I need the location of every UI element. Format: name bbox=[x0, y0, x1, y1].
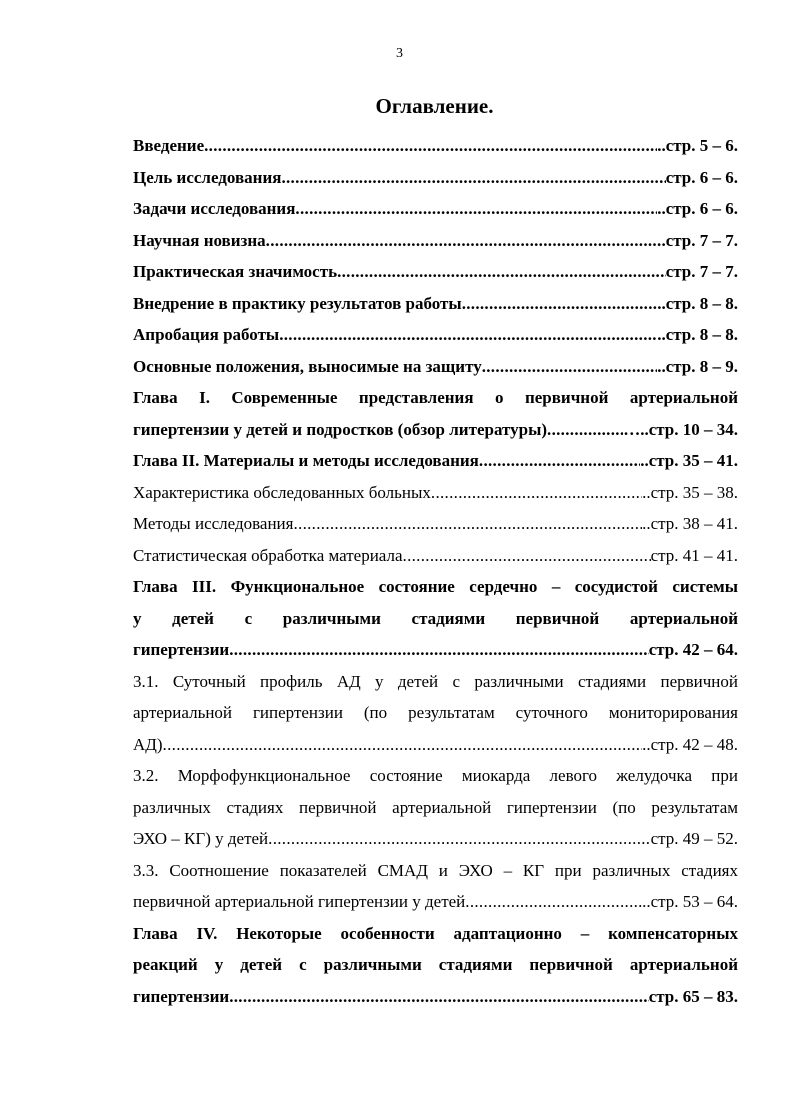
toc-entry-last-line bbox=[133, 256, 738, 288]
dot-leader bbox=[229, 634, 648, 666]
toc-entry bbox=[133, 855, 738, 918]
toc-entry-line: 3.2. Морфофункциональное состояние миокарда левого желудочка при bbox=[133, 766, 738, 785]
toc-entry bbox=[133, 540, 738, 572]
toc-entry-line: Глава IV. Некоторые особенности адаптационно – компенсаторных bbox=[133, 923, 738, 943]
toc-entry-page: стр. 7 – 7. bbox=[665, 262, 738, 281]
toc-entry-line: 3.3. Соотношение показателей СМАД и ЭХО – КГ при различных стадиях bbox=[133, 860, 738, 880]
dot-leader bbox=[479, 445, 640, 477]
toc-entry-title: гипертензии у детей и подростков (обзор литературы) bbox=[133, 419, 548, 439]
toc-entry bbox=[133, 477, 738, 509]
toc-entry-title: Введение bbox=[133, 136, 205, 155]
toc-entry-last-line bbox=[133, 823, 738, 855]
toc-entry-last-line bbox=[133, 540, 738, 572]
toc-entry-last-line bbox=[133, 981, 738, 1013]
toc-entry-last-line bbox=[133, 445, 738, 477]
toc-entry-page: стр. 42 – 64. bbox=[648, 640, 738, 659]
toc-entry-line: у детей с различными стадиями первичной артериальной bbox=[133, 608, 738, 628]
toc-entry bbox=[133, 760, 738, 855]
toc-entry-page: ..стр. 42 – 48. bbox=[642, 734, 738, 754]
toc-entry bbox=[133, 382, 738, 445]
toc-entry-title: Цель исследования bbox=[133, 167, 282, 187]
toc-entry-title: Глава II. Материалы и методы исследования bbox=[133, 451, 479, 470]
table-of-contents bbox=[133, 130, 738, 1012]
toc-entry-line: реакций у детей с различными стадиями первичной артериальной bbox=[133, 955, 738, 974]
dot-leader bbox=[403, 540, 651, 572]
toc-entry-line: артериальной гипертензии (по результатам суточного мониторирования bbox=[133, 703, 738, 722]
toc-entry-last-line bbox=[133, 886, 738, 918]
dot-leader bbox=[204, 130, 657, 162]
toc-entry bbox=[133, 445, 738, 477]
toc-entry-page: ..стр. 35 – 41. bbox=[640, 451, 738, 470]
toc-entry-line: Глава I. Современные представления о первичной артериальной bbox=[133, 388, 738, 407]
toc-entry bbox=[133, 162, 738, 194]
toc-entry-title: Характеристика обследованных больных bbox=[133, 482, 431, 502]
toc-entry-last-line bbox=[133, 477, 738, 509]
toc-entry-page: ..стр. 8 – 8. bbox=[657, 325, 738, 344]
toc-entry bbox=[133, 193, 738, 225]
toc-entry-title: ЭХО – КГ) у детей bbox=[133, 829, 269, 848]
dot-leader bbox=[431, 477, 642, 509]
toc-entry-line: 3.1. Суточный профиль АД у детей с различными стадиями первичной bbox=[133, 671, 738, 691]
toc-entry bbox=[133, 666, 738, 761]
toc-entry-page: стр. 49 – 52. bbox=[650, 829, 738, 848]
dot-leader bbox=[266, 225, 666, 257]
toc-entry-last-line bbox=[133, 162, 738, 194]
toc-entry-page: ..стр. 8 – 9. bbox=[657, 356, 738, 376]
dot-leader bbox=[279, 319, 657, 351]
toc-entry bbox=[133, 351, 738, 383]
toc-entry-last-line bbox=[133, 414, 738, 446]
toc-entry-page: стр. 41 – 41. bbox=[650, 545, 738, 565]
toc-entry-page: ..стр. 5 – 6. bbox=[657, 136, 738, 155]
toc-entry bbox=[133, 288, 738, 320]
toc-entry-title: Научная новизна bbox=[133, 230, 266, 250]
dot-leader bbox=[337, 256, 666, 288]
toc-entry-title: гипертензии bbox=[133, 640, 230, 659]
toc-entry-title: гипертензии bbox=[133, 986, 230, 1006]
toc-entry bbox=[133, 130, 738, 162]
toc-entry bbox=[133, 319, 738, 351]
toc-entry-page: ..стр. 6 – 6. bbox=[657, 199, 738, 218]
dot-leader bbox=[163, 729, 643, 761]
toc-entry-last-line bbox=[133, 634, 738, 666]
page-number: 3 bbox=[396, 46, 403, 61]
toc-entry-title: Методы исследования bbox=[133, 514, 294, 533]
toc-entry bbox=[133, 256, 738, 288]
toc-entry bbox=[133, 918, 738, 1013]
dot-leader bbox=[482, 351, 657, 383]
toc-entry-last-line bbox=[133, 729, 738, 761]
toc-entry-line: Глава III. Функциональное состояние сердечно – сосудистой системы bbox=[133, 577, 738, 596]
toc-entry-title: первичной артериальной гипертензии у детей bbox=[133, 892, 466, 911]
toc-entry-last-line bbox=[133, 225, 738, 257]
toc-entry-last-line bbox=[133, 508, 738, 540]
dot-leader bbox=[229, 981, 648, 1013]
toc-entry bbox=[133, 508, 738, 540]
dot-leader bbox=[465, 886, 642, 918]
toc-entry-page: стр. 6 – 6. bbox=[665, 167, 738, 187]
page-title: Оглавление. bbox=[375, 94, 494, 118]
toc-entry-last-line bbox=[133, 288, 738, 320]
toc-entry-title: Апробация работы bbox=[133, 325, 280, 344]
dot-leader bbox=[547, 414, 623, 446]
dot-leader bbox=[293, 508, 642, 540]
toc-entry-title: Задачи исследования bbox=[133, 199, 296, 218]
toc-entry-last-line bbox=[133, 193, 738, 225]
toc-entry-last-line bbox=[133, 319, 738, 351]
toc-entry-page: ..стр. 38 – 41. bbox=[642, 514, 738, 533]
toc-entry-page: стр. 7 – 7. bbox=[665, 230, 738, 250]
toc-entry-page: ..стр. 8 – 8. bbox=[657, 293, 738, 313]
toc-entry-page: стр. 65 – 83. bbox=[648, 986, 738, 1006]
toc-entry-title: АД) bbox=[133, 734, 163, 754]
toc-entry bbox=[133, 225, 738, 257]
toc-entry-title: Внедрение в практику результатов работы bbox=[133, 293, 462, 313]
toc-entry-title: Практическая значимость bbox=[133, 262, 338, 281]
toc-entry-last-line bbox=[133, 351, 738, 383]
dot-leader bbox=[281, 162, 665, 194]
dot-leader bbox=[295, 193, 657, 225]
toc-entry-line: различных стадиях первичной артериальной гипертензии (по результатам bbox=[133, 797, 738, 817]
dot-leader bbox=[268, 823, 650, 855]
toc-entry bbox=[133, 571, 738, 666]
toc-entry-page: ..стр. 35 – 38. bbox=[642, 482, 738, 502]
dot-leader bbox=[462, 288, 658, 320]
toc-entry-page: …..стр. 10 – 34. bbox=[623, 419, 738, 439]
toc-entry-last-line bbox=[133, 130, 738, 162]
toc-entry-title: Статистическая обработка материала bbox=[133, 545, 403, 565]
toc-entry-page: ..стр. 53 – 64. bbox=[642, 892, 738, 911]
toc-entry-title: Основные положения, выносимые на защиту bbox=[133, 356, 482, 376]
